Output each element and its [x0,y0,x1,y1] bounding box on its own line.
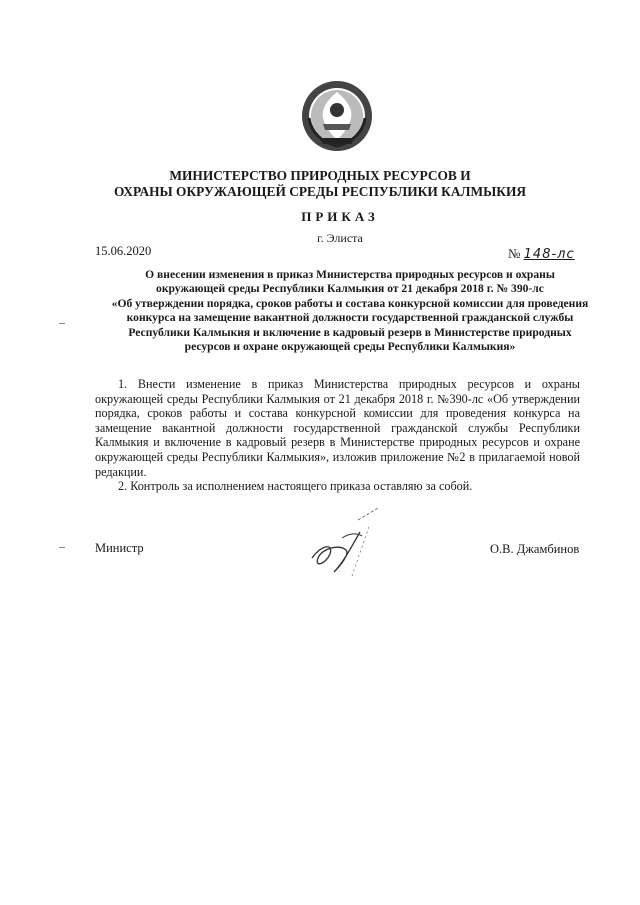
document-subject [60,268,640,354]
scan-speck [59,547,65,548]
subject-line-3: «Об утверждении порядка, сроков работы и состава конкурсной комиссии для проведения [111,296,589,310]
scan-speck [59,323,65,324]
coat-of-arms-emblem-icon [299,78,375,154]
signatory-name: О.В. Джамбинов [490,542,580,556]
document-number [508,246,575,262]
number-prefix: № [508,246,521,261]
ministry-title-line-1: МИНИСТЕРСТВО ПРИРОДНЫХ РЕСУРСОВ И [169,168,471,183]
body-paragraph-2: 2. Контроль за исполнением настоящего приказа оставляю за собой. [118,479,473,494]
handwritten-signature-icon [300,502,400,582]
subject-line-6: ресурсов и охране окружающей среды Республики Калмыкия» [184,340,516,354]
city-label: г. Элиста [317,231,363,245]
signatory-position: Министр [95,541,144,555]
subject-line-1: О внесении изменения в приказ Министерства природных ресурсов и охраны [145,268,555,281]
ministry-title-line-2: ОХРАНЫ ОКРУЖАЮЩЕЙ СРЕДЫ РЕСПУБЛИКИ КАЛМЫКИЯ [113,184,527,199]
document-type-heading: ПРИКАЗ [301,209,379,224]
document-body [95,377,580,494]
subject-line-2: окружающей среды Республики Калмыкия от 21 декабря 2018 г. № 390-лс [156,282,544,296]
document-date: 15.06.2020 [95,244,152,258]
body-paragraph-1: 1. Внести изменение в приказ Министерства природных ресурсов и охраны окружающей среды Республики Калмыкия от 21 декабря 2018 г. №390-лс «Об утверждении порядка, сроков работы и состава конкурсной комиссии для проведения конкурса на замещение вакантной должности государственной гражданской службы Республики Калмыкия и включение в кадровый резерв в Министерстве природных ресурсов и охране окружающей среды Республики Калмыкия», изложив приложение №2 в прилагаемой новой редакции. [95,377,580,479]
subject-line-5: Республики Калмыкия и включение в кадровый резерв в Министерстве природных [128,325,572,339]
subject-line-4: конкурса на замещение вакантной должности государственной гражданской службы [126,311,574,325]
handwritten-number: 148-лс [523,247,575,262]
ministry-title [90,168,550,200]
